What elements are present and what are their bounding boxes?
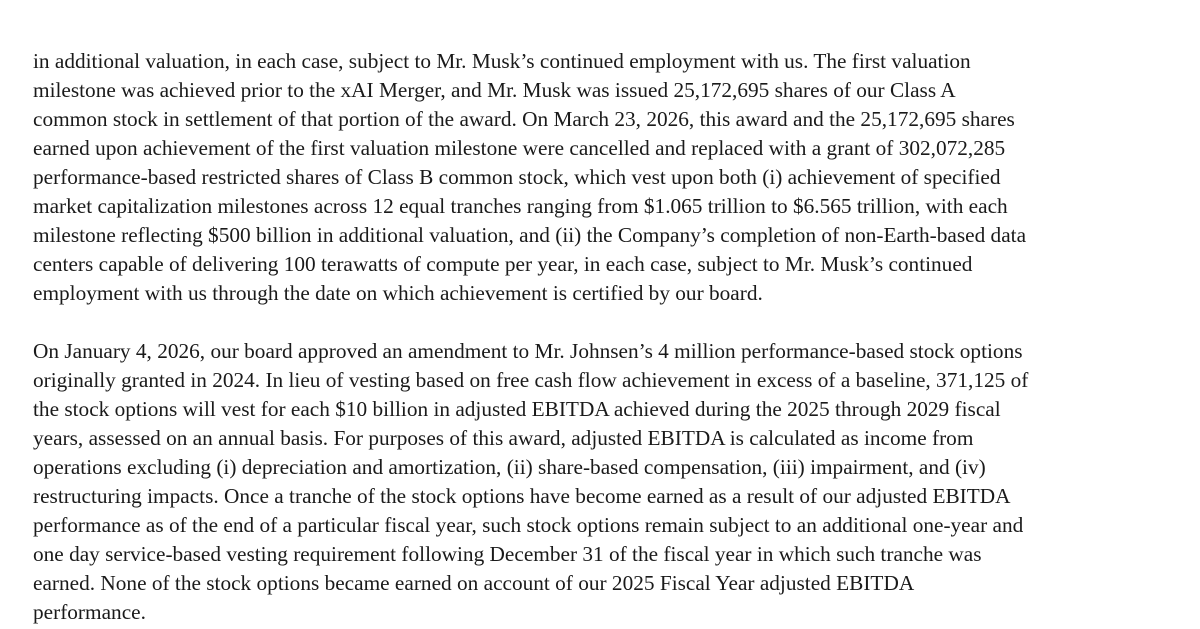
text-line: milestone was achieved prior to the xAI Merger, and Mr. Musk was issued 25,172,695 shares of our Class A bbox=[33, 78, 956, 102]
text-line: years, assessed on an annual basis. For purposes of this award, adjusted EBITDA is calculated as income from bbox=[33, 426, 974, 450]
text-line: earned upon achievement of the first valuation milestone were cancelled and replaced with a grant of 302,072,285 bbox=[33, 136, 1006, 160]
text-line: the stock options will vest for each $10 billion in adjusted EBITDA achieved during the 2025 through 2029 fiscal bbox=[33, 397, 1001, 421]
paragraph-musk-award bbox=[33, 47, 1180, 308]
text-line: restructuring impacts. Once a tranche of the stock options have become earned as a result of our adjusted EBITDA bbox=[33, 484, 1011, 508]
text-line: in additional valuation, in each case, subject to Mr. Musk’s continued employment with us. The first valuation bbox=[33, 49, 971, 73]
text-line: centers capable of delivering 100 terawatts of compute per year, in each case, subject to Mr. Musk’s continued bbox=[33, 252, 973, 276]
text-line: employment with us through the date on which achievement is certified by our board. bbox=[33, 281, 763, 305]
text-line: performance. bbox=[33, 600, 146, 624]
text-line: On January 4, 2026, our board approved an amendment to Mr. Johnsen’s 4 million performance-based stock options bbox=[33, 339, 1023, 363]
text-line: performance as of the end of a particular fiscal year, such stock options remain subject to an additional one-year and bbox=[33, 513, 1024, 537]
text-line: performance-based restricted shares of Class B common stock, which vest upon both (i) achievement of specified bbox=[33, 165, 1001, 189]
text-line: one day service-based vesting requirement following December 31 of the fiscal year in which such tranche was bbox=[33, 542, 982, 566]
text-line: common stock in settlement of that portion of the award. On March 23, 2026, this award and the 25,172,695 shares bbox=[33, 107, 1015, 131]
text-line: milestone reflecting $500 billion in additional valuation, and (ii) the Company’s completion of non-Earth-based data bbox=[33, 223, 1027, 247]
paragraph-johnsen-options bbox=[33, 337, 1180, 627]
text-line: earned. None of the stock options became earned on account of our 2025 Fiscal Year adjusted EBITDA bbox=[33, 571, 915, 595]
text-line: market capitalization milestones across 12 equal tranches ranging from $1.065 trillion to $6.565 trillion, with each bbox=[33, 194, 1008, 218]
text-line: operations excluding (i) depreciation and amortization, (ii) share-based compensation, (iii) impairment, and (iv) bbox=[33, 455, 986, 479]
text-line: originally granted in 2024. In lieu of vesting based on free cash flow achievement in excess of a baseline, 371,125 of bbox=[33, 368, 1029, 392]
